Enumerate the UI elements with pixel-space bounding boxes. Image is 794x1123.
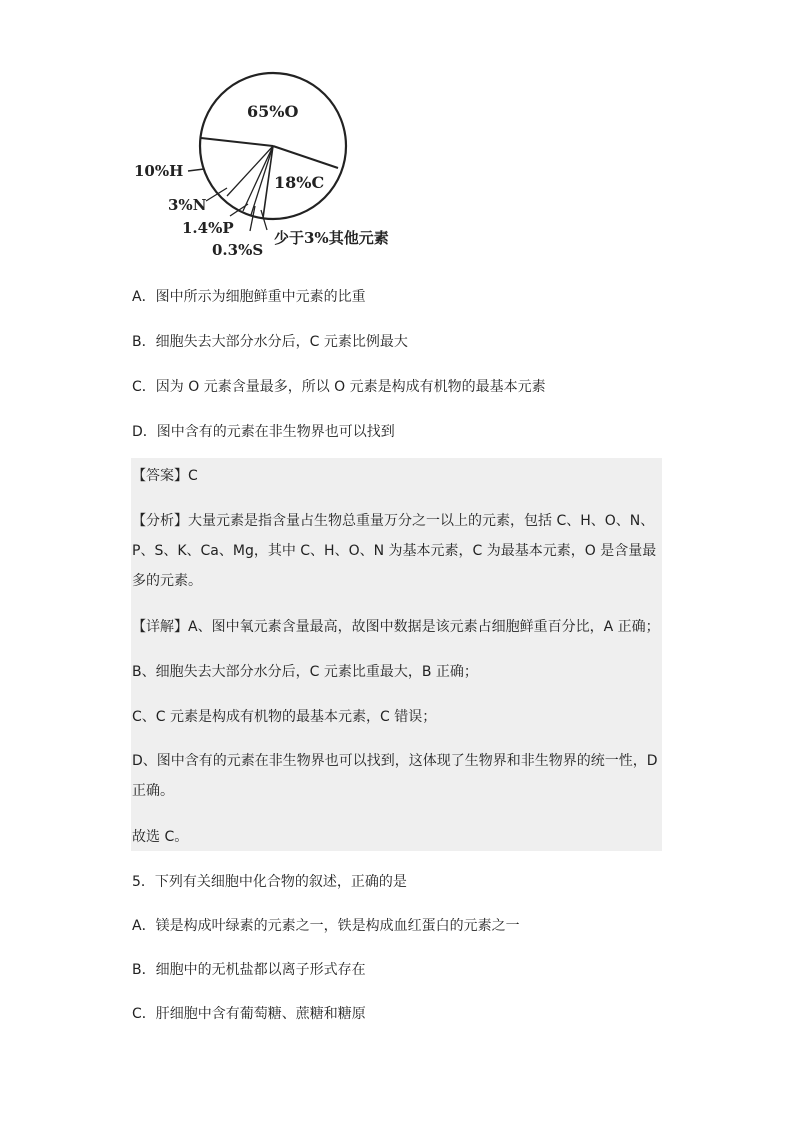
- detail-line-4: D、图中含有的元素在非生物界也可以找到，这体现了生物界和非生物界的统一性，D 正确。: [132, 753, 658, 799]
- analysis-paragraph: [132, 506, 662, 596]
- label-o: 65%O: [247, 102, 299, 121]
- element-pie-figure: [130, 70, 390, 270]
- q5-option-a: A．镁是构成叶绿素的元素之一，铁是构成血红蛋白的元素之一: [132, 918, 520, 934]
- detail-line-3: C、C 元素是构成有机物的最基本元素，C 错误；: [132, 709, 437, 725]
- q5-stem: 5．下列有关细胞中化合物的叙述，正确的是: [132, 874, 407, 890]
- pie-chart-svg: [130, 70, 390, 270]
- answer-line: [132, 461, 198, 491]
- detail-line-2: B、细胞失去大部分水分后，C 元素比重最大，B 正确；: [132, 664, 478, 680]
- label-other: 少于3%其他元素: [274, 229, 389, 247]
- q4-option-c: C．因为 O 元素含量最多，所以 O 元素是构成有机物的最基本元素: [132, 379, 546, 395]
- slice-line-o-c: [273, 146, 338, 168]
- q4-option-b: B．细胞失去大部分水分后，C 元素比例最大: [132, 334, 408, 350]
- analysis-label: 【分析】: [132, 513, 188, 529]
- analysis-text: 大量元素是指含量占生物总重量万分之一以上的元素，包括 C、H、O、N、P、S、K、Ca、Mg，其中 C、H、O、N 为基本元素，C 为最基本元素，O 是含量最多的元素。: [132, 513, 657, 589]
- label-n: 3%N: [168, 196, 207, 214]
- answer-label: 【答案】: [132, 468, 188, 484]
- q5-option-c: C．肝细胞中含有葡萄糖、蔗糖和糖原: [132, 1006, 366, 1022]
- slice-line-s: [251, 146, 273, 215]
- label-s: 0.3%S: [212, 241, 264, 259]
- label-h: 10%H: [134, 162, 184, 180]
- detail-line-1: [132, 612, 660, 642]
- answer-value: C: [188, 468, 198, 484]
- detail-text-a: A、图中氧元素含量最高，故图中数据是该元素占细胞鲜重百分比，A 正确；: [188, 619, 660, 635]
- slice-line-n: [227, 146, 273, 196]
- q5-option-b: B．细胞中的无机盐都以离子形式存在: [132, 962, 366, 978]
- q4-option-d: D．图中含有的元素在非生物界也可以找到: [132, 424, 395, 440]
- label-c: 18%C: [274, 173, 325, 192]
- q4-option-a: A．图中所示为细胞鲜重中元素的比重: [132, 289, 366, 305]
- detail-label: 【详解】: [132, 619, 188, 635]
- label-p: 1.4%P: [182, 219, 234, 237]
- slice-line-o-h: [201, 138, 273, 146]
- leader-h: [188, 169, 204, 171]
- detail-conclusion: 故选 C。: [132, 829, 189, 845]
